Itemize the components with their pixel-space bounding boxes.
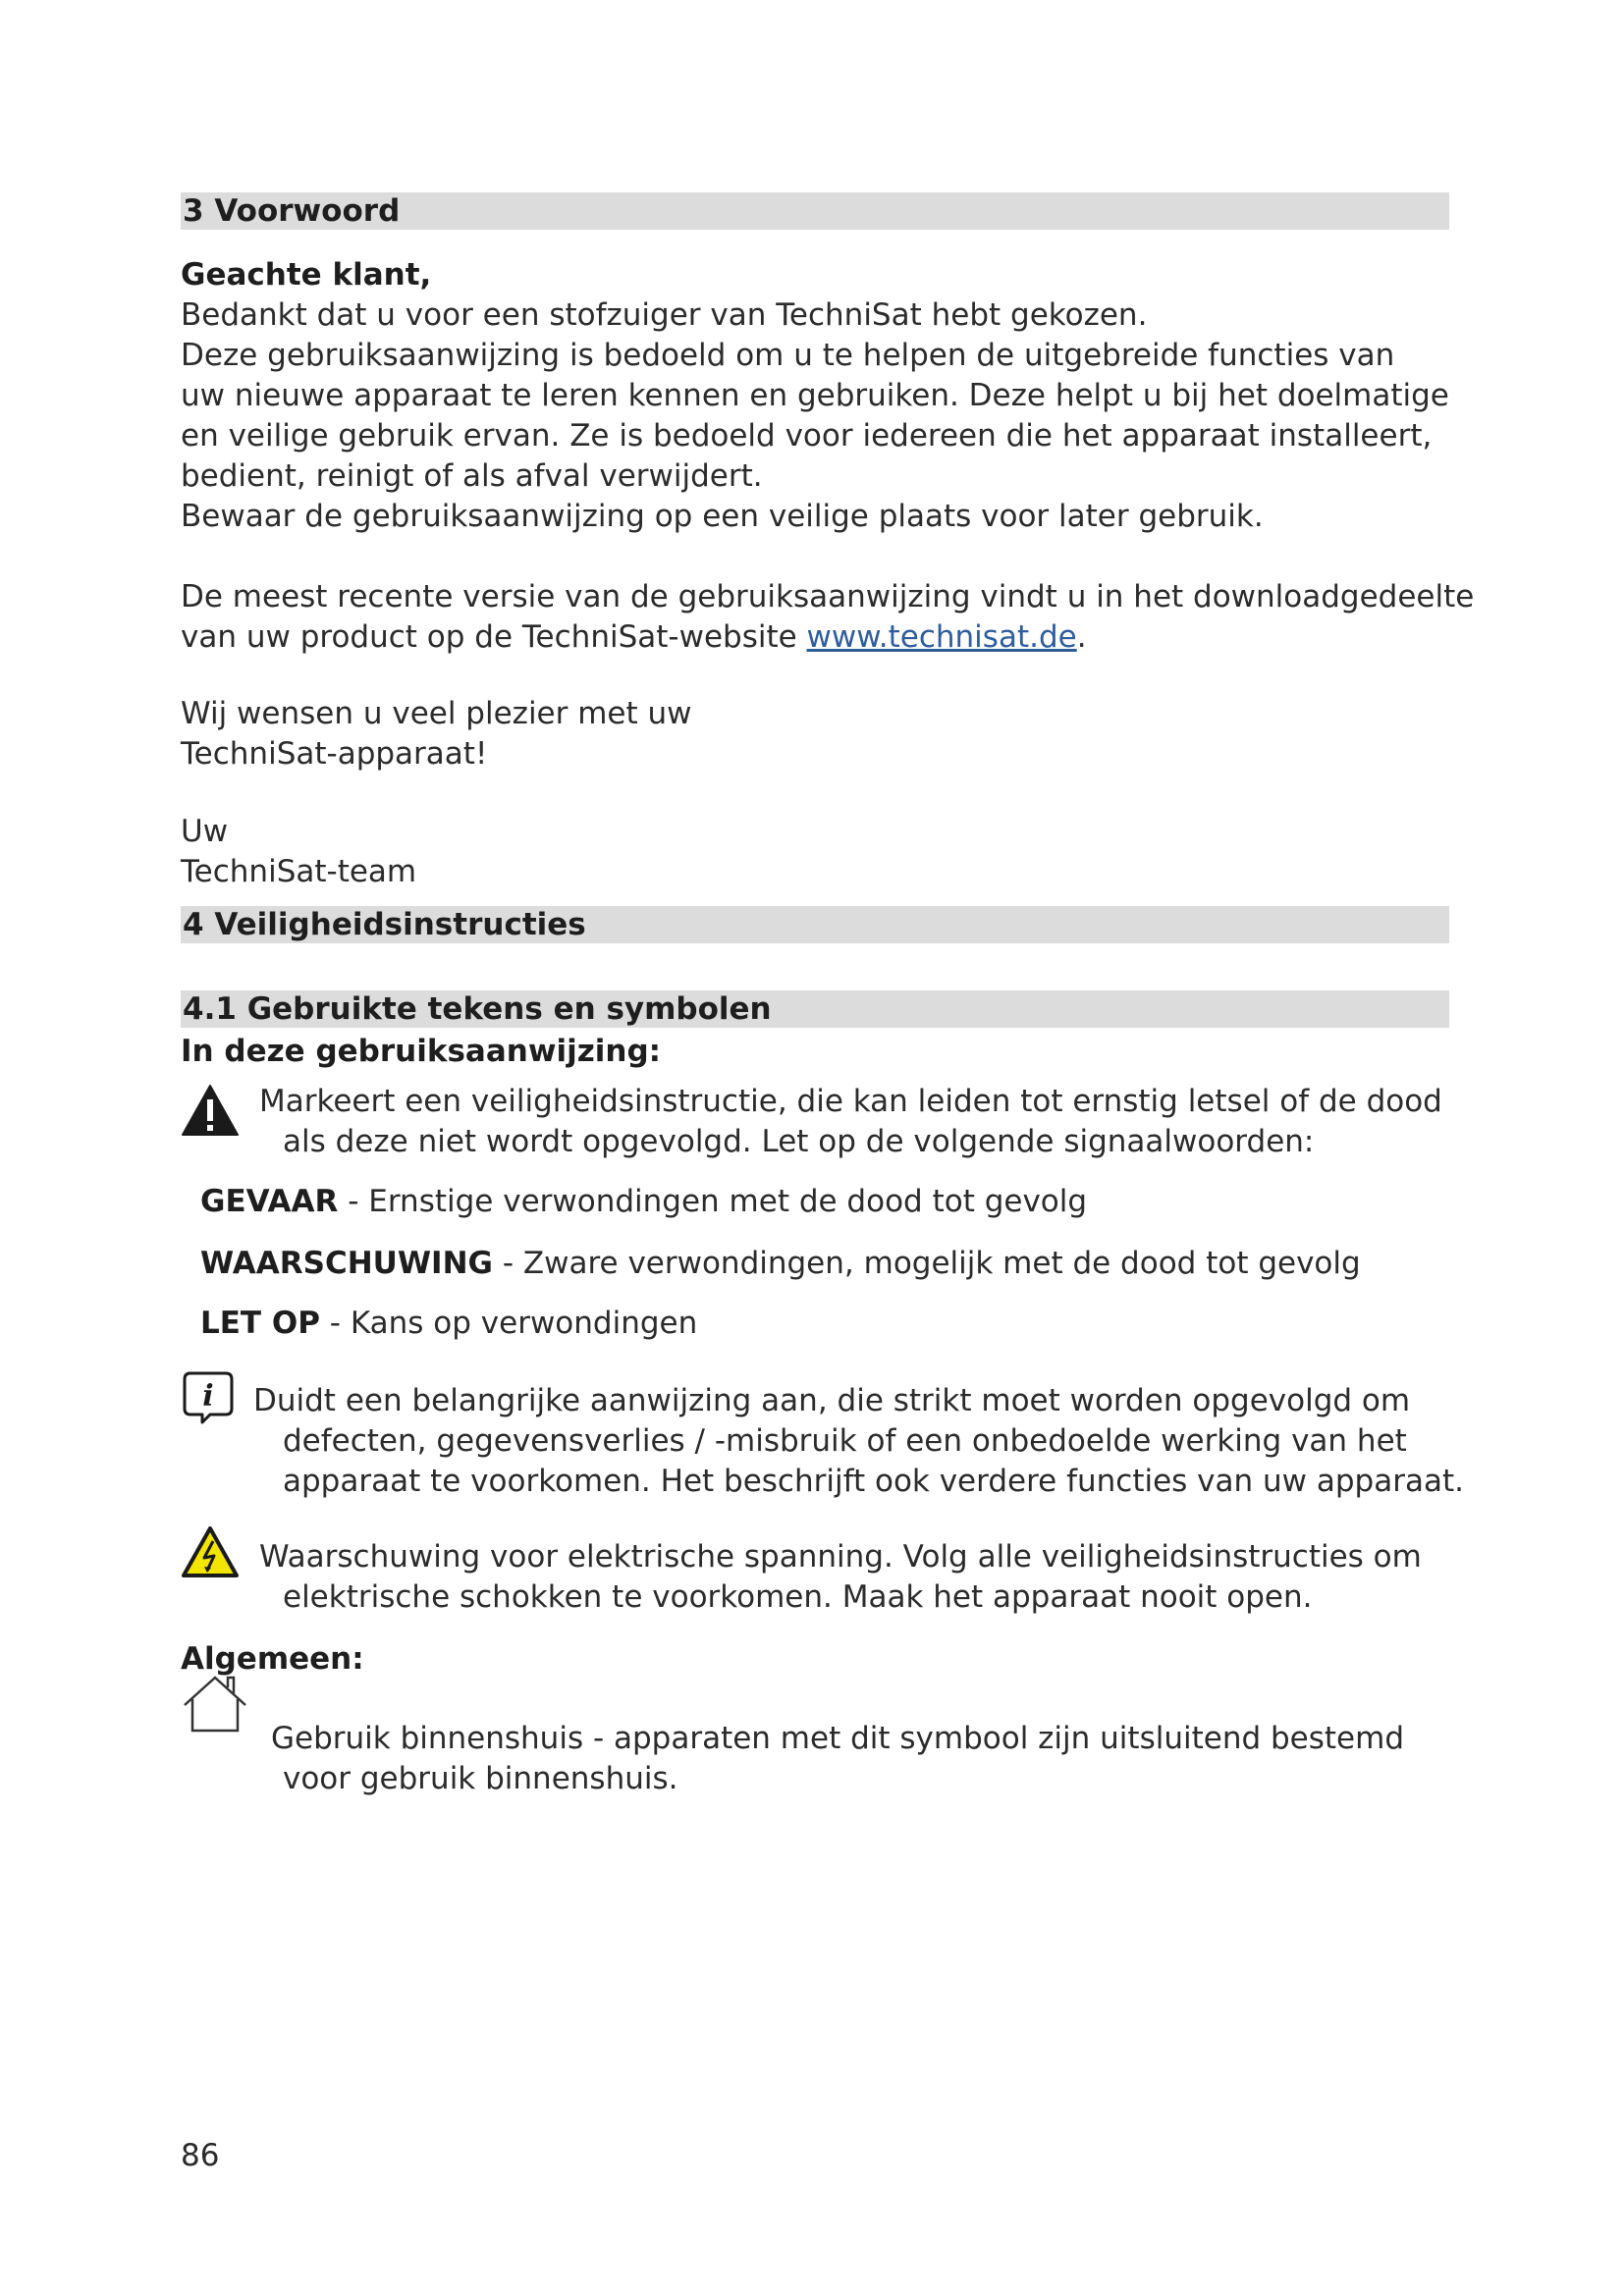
manual-page [181,192,1475,1799]
signal-text: - Ernstige verwondingen met de dood tot gevolg [338,1184,1088,1219]
intro-line: Bedankt dat u voor een stofzuiger van TechniSat hebt gekozen. [181,297,1148,333]
wish-line: Wij wensen u veel plezier met uw [181,696,692,731]
indoor-row [181,1719,1449,1799]
indoor-text: Gebruik binnenshuis - apparaten met dit symbool zijn uitsluitend bestemd [271,1721,1405,1756]
download-line [181,617,1449,658]
signal-text: - Zware verwondingen, mogelijk met de dood tot gevolg [492,1246,1361,1281]
wish-line: TechniSat-apparaat! [181,736,488,772]
indoor-text: voor gebruik binnenshuis. [283,1761,678,1796]
info-text: Duidt een belangrijke aanwijzing aan, die strikt moet worden opgevolgd om [253,1383,1411,1418]
section-header-veiligheid: 4 Veiligheidsinstructies [181,906,1449,943]
house-icon [181,1670,249,1749]
signature-line: Uw [181,814,229,849]
electric-warning-icon [181,1525,240,1589]
general-heading: Algemeen: [181,1641,364,1677]
symbols-intro: In deze gebruiksaanwijzing: [181,1034,662,1069]
warning-row [181,1082,1449,1162]
download-suffix: . [1076,619,1087,655]
signal-word: WAARSCHUWING [200,1246,493,1281]
signal-word-row [181,1182,1449,1222]
signature-line: TechniSat-team [181,854,417,889]
warning-triangle-icon [181,1084,240,1148]
intro-line: en veilige gebruik ervan. Ze is bedoeld voor iedereen die het apparaat installeert, [181,418,1433,454]
signal-word-row [181,1244,1449,1284]
intro-line: Bewaar de gebruiksaanwijzing op een veilige plaats voor later gebruik. [181,499,1264,534]
website-link[interactable]: www.technisat.de [806,619,1077,655]
signal-word: GEVAAR [200,1184,339,1219]
electric-row [181,1537,1449,1618]
info-text: apparaat te voorkomen. Het beschrijft ook verdere functies van uw apparaat. [283,1464,1464,1499]
warning-text: Markeert een veiligheidsinstructie, die kan leiden tot ernstig letsel of de dood [259,1084,1442,1119]
info-text: defecten, gegevensverlies / -misbruik of een onbedoelde werking van het [283,1423,1407,1459]
info-icon [181,1369,236,1435]
page-number: 86 [181,2138,220,2173]
intro-line: Deze gebruiksaanwijzing is bedoeld om u te helpen de uitgebreide functies van [181,338,1395,373]
signal-word-row [181,1304,1449,1344]
section-header-voorwoord: 3 Voorwoord [181,192,1449,230]
electric-text: elektrische schokken te voorkomen. Maak het apparaat nooit open. [283,1579,1313,1615]
download-text: van uw product op de TechniSat-website [181,619,807,655]
intro-line: bedient, reinigt of als afval verwijdert. [181,458,763,494]
intro-line: uw nieuwe apparaat te leren kennen en gebruiken. Deze helpt u bij het doelmatige [181,378,1449,413]
info-row [181,1379,1464,1502]
warning-text: als deze niet wordt opgevolgd. Let op de volgende signaalwoorden: [283,1124,1315,1159]
electric-text: Waarschuwing voor elektrische spanning. Volg alle veiligheidsinstructies om [259,1539,1422,1575]
signal-text: - Kans op verwondingen [319,1306,698,1341]
svg-text:i: i [202,1379,214,1414]
section-header-tekens: 4.1 Gebruikte tekens en symbolen [181,990,1449,1028]
download-line: De meest recente versie van de gebruiksaanwijzing vindt u in het downloadgedeelte [181,579,1475,614]
signal-word: LET OP [200,1306,320,1341]
greeting: Geachte klant, [181,257,432,293]
